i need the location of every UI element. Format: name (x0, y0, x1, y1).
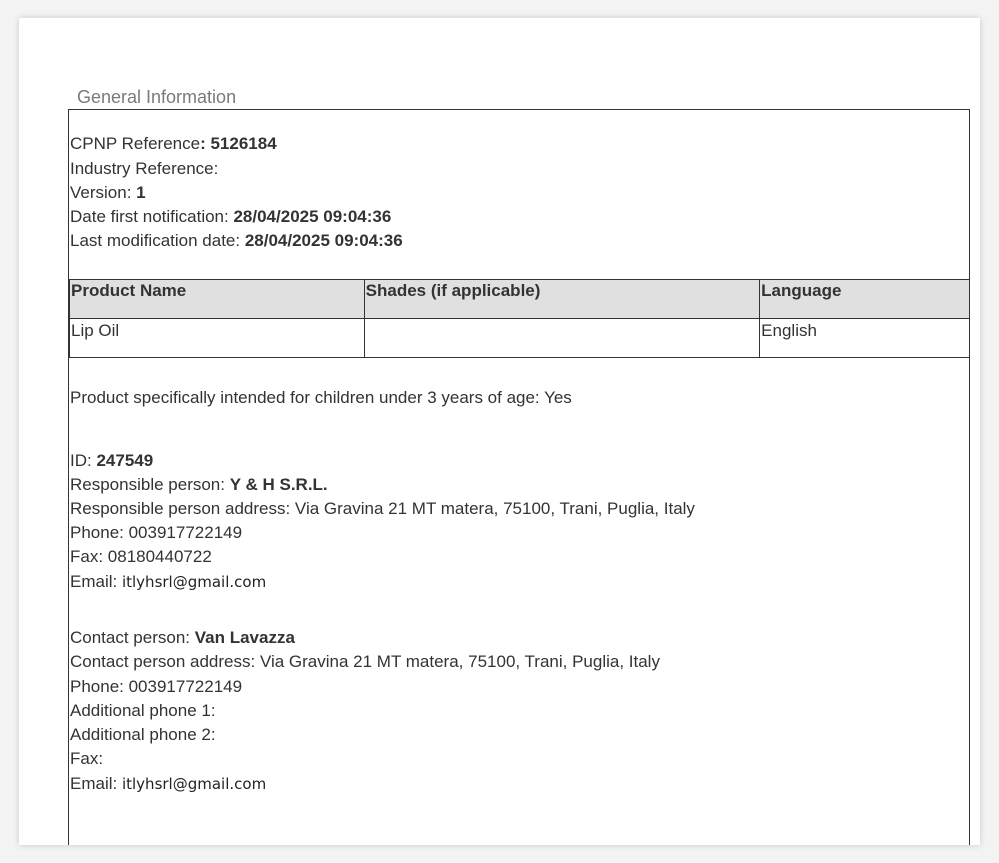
cpnp-reference (70, 134, 277, 154)
responsible-person-value: Y & H S.R.L. (229, 475, 328, 494)
general-information-box (68, 109, 970, 845)
responsible-email-value: itlyhsrl@gmail.com (121, 573, 267, 591)
date-first-notification-value: 28/04/2025 09:04:36 (233, 207, 392, 226)
product-table-header (70, 280, 970, 319)
version (70, 183, 146, 203)
version-value: 1 (136, 183, 146, 202)
section-title: General Information (77, 87, 237, 107)
table-row (70, 319, 970, 358)
contact-phone: Phone: 003917722149 (70, 677, 243, 696)
responsible-email-label: Email: (70, 572, 122, 591)
responsible-person-label: Responsible person: (70, 475, 230, 494)
contact-fax: Fax: (70, 749, 104, 768)
header-language: Language (760, 280, 970, 319)
cell-shades (364, 319, 760, 358)
responsible-address: Responsible person address: Via Gravina 21 MT matera, 75100, Trani, Puglia, Italy (70, 499, 695, 518)
contact-additional-phone-2: Additional phone 2: (70, 725, 216, 744)
responsible-person (70, 475, 328, 495)
contact-person-value: Van Lavazza (194, 628, 295, 647)
version-label: Version: (70, 183, 137, 202)
document-page (19, 18, 980, 845)
cell-product-name: Lip Oil (70, 319, 365, 358)
cell-language: English (760, 319, 970, 358)
contact-person (70, 628, 295, 648)
contact-address: Contact person address: Via Gravina 21 MT matera, 75100, Trani, Puglia, Italy (70, 652, 660, 671)
responsible-id (70, 451, 153, 471)
last-modification-date (70, 231, 403, 251)
last-modification-date-label: Last modification date: (70, 231, 245, 250)
children-statement: Product specifically intended for children under 3 years of age: Yes (70, 388, 572, 407)
responsible-id-value: 247549 (96, 451, 154, 470)
contact-email-label: Email: (70, 774, 122, 793)
product-table (69, 279, 970, 358)
responsible-fax: Fax: 08180440722 (70, 547, 212, 566)
contact-email-value: itlyhsrl@gmail.com (121, 775, 267, 793)
date-first-notification (70, 207, 391, 227)
cpnp-reference-value: : 5126184 (200, 134, 277, 153)
responsible-email (70, 572, 266, 592)
cpnp-reference-label: CPNP Reference (70, 134, 201, 153)
industry-reference: Industry Reference: (70, 159, 219, 178)
responsible-phone: Phone: 003917722149 (70, 523, 243, 542)
responsible-id-label: ID: (70, 451, 97, 470)
last-modification-date-value: 28/04/2025 09:04:36 (244, 231, 403, 250)
contact-additional-phone-1: Additional phone 1: (70, 701, 216, 720)
header-shades: Shades (if applicable) (364, 280, 760, 319)
contact-person-label: Contact person: (70, 628, 195, 647)
date-first-notification-label: Date first notification: (70, 207, 234, 226)
header-product-name: Product Name (70, 280, 365, 319)
contact-email (70, 774, 266, 794)
